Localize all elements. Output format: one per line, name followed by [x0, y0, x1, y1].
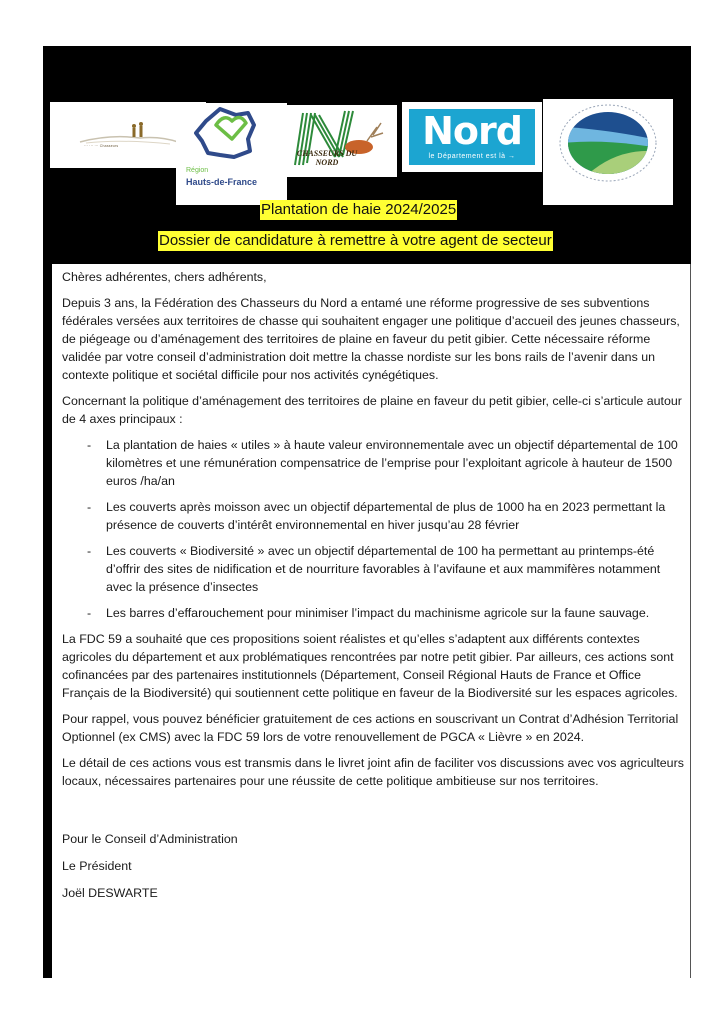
dash-marker: - — [87, 544, 92, 558]
list-item — [62, 604, 684, 622]
paragraph-reminder: Pour rappel, vous pouvez bénéficier gratuitement de ces actions en souscrivant un Contrat d’Adhésion Territorial Optionnel (ex CMS) avec la FDC 59 lors de votre renouvellement de PGCA « Lièvre » en 2024. — [62, 712, 679, 744]
chasseurs-du-nord-logo — [285, 105, 397, 177]
nord-blue-panel — [409, 109, 535, 165]
left-border-bar — [43, 264, 52, 978]
logo-text-line1: CHASSEURS DU — [296, 149, 358, 158]
signature-line-1: Pour le Conseil d’Administration — [62, 832, 238, 846]
france-heart-icon — [176, 103, 287, 165]
letter-body — [62, 268, 684, 798]
paragraph-partners: La FDC 59 a souhaité que ces propositions soient réalistes et qu’elles s’adaptent aux différents contextes agricoles du département et aux problématiques rencontrées par notre petit gibier. Par ailleurs, ces actions sont cofinancées par des partenaires institutionnels (Département, Conseil Régional Hauts de France et Office Français de la Biodiversité) qui soutiennent cette politique en faveur de la Biodiversité sur les espaces agricoles. — [62, 632, 678, 700]
list-item — [62, 498, 684, 534]
nord-tagline: le Département est là → — [428, 153, 516, 160]
chasseurs-du-nord-text — [291, 149, 363, 167]
ofb-seal-icon — [543, 99, 673, 205]
paragraph-details: Le détail de ces actions vous est transmis dans le livret joint afin de faciliter vos discussions avec vos agriculteurs locaux, nécessaires partenaires pour une réussite de cette politique ambitieuse sur nos territoires. — [62, 756, 684, 788]
list-item — [62, 542, 684, 596]
list-item-text: Les barres d’effarouchement pour minimiser l’impact du machinisme agricole sur la faune sauvage. — [106, 606, 650, 620]
dash-marker: - — [87, 500, 92, 514]
list-item — [62, 436, 684, 490]
signature-line-2: Le Président — [62, 859, 132, 873]
document-title: Plantation de haie 2024/2025 — [261, 201, 457, 218]
paragraph-axes: Concernant la politique d’aménagement des territoires de plaine en faveur du petit gibier, celle-ci s’articule autour de 4 axes principaux : — [62, 394, 682, 426]
document-subtitle: Dossier de candidature à remettre à votre agent de secteur — [159, 232, 552, 249]
ofb-soutien-financier-logo — [543, 99, 673, 205]
list-item-text: Les couverts « Biodiversité » avec un objectif départemental de 100 ha permettant au printemps-été d’offrir des sites de nidification et de nourriture favorables à l’avifaune et aux mammifères notamment avec la présence d’insectes — [106, 544, 661, 594]
list-item-text: La plantation de haies « utiles » à haute valeur environnementale avec un objectif départemental de 100 kilomètres et une rémunération compensatrice de l’emprise pour l’exploitant agricole à hauteur de 1500 euros /ha/an — [106, 438, 678, 488]
logo-text-line2: NORD — [315, 158, 339, 167]
axes-list — [62, 436, 684, 622]
greeting: Chères adhérentes, chers adhérents, — [62, 270, 267, 284]
paragraph-intro: Depuis 3 ans, la Fédération des Chasseurs du Nord a entamé une réforme progressive de ses subventions fédérales versées aux territoires de chasse qui souhaitent engager une politique d’accueil des jeunes chasseurs, de piégeage ou d’aménagement des territoires de plaine en faveur du petit gibier. Cette nécessaire réforme validée par votre conseil d’administration doit mettre la chasse nordiste sur les bons rails de l’avenir dans un contexte politique et sociétal difficile pour nos activités cynégétiques. — [62, 296, 680, 382]
nord-departement-logo — [402, 102, 542, 172]
dash-marker: - — [87, 438, 92, 452]
region-label: Région — [186, 167, 209, 174]
dash-marker: - — [87, 606, 92, 620]
signature-name: Joël DESWARTE — [62, 886, 158, 900]
header-banner — [43, 46, 691, 264]
region-name: Hauts-de-France — [186, 177, 258, 187]
nord-wordmark: Nord — [422, 109, 522, 153]
list-item-text: Les couverts après moisson avec un objectif départemental de plus de 1000 ha en 2023 permettant la présence de couverts d’intérêt environnemental en hiver jusqu’au 28 février — [106, 500, 666, 532]
logo-tagline: ··· ··· ··· Chasseurs — [84, 144, 119, 148]
hauts-de-france-logo — [176, 103, 287, 205]
